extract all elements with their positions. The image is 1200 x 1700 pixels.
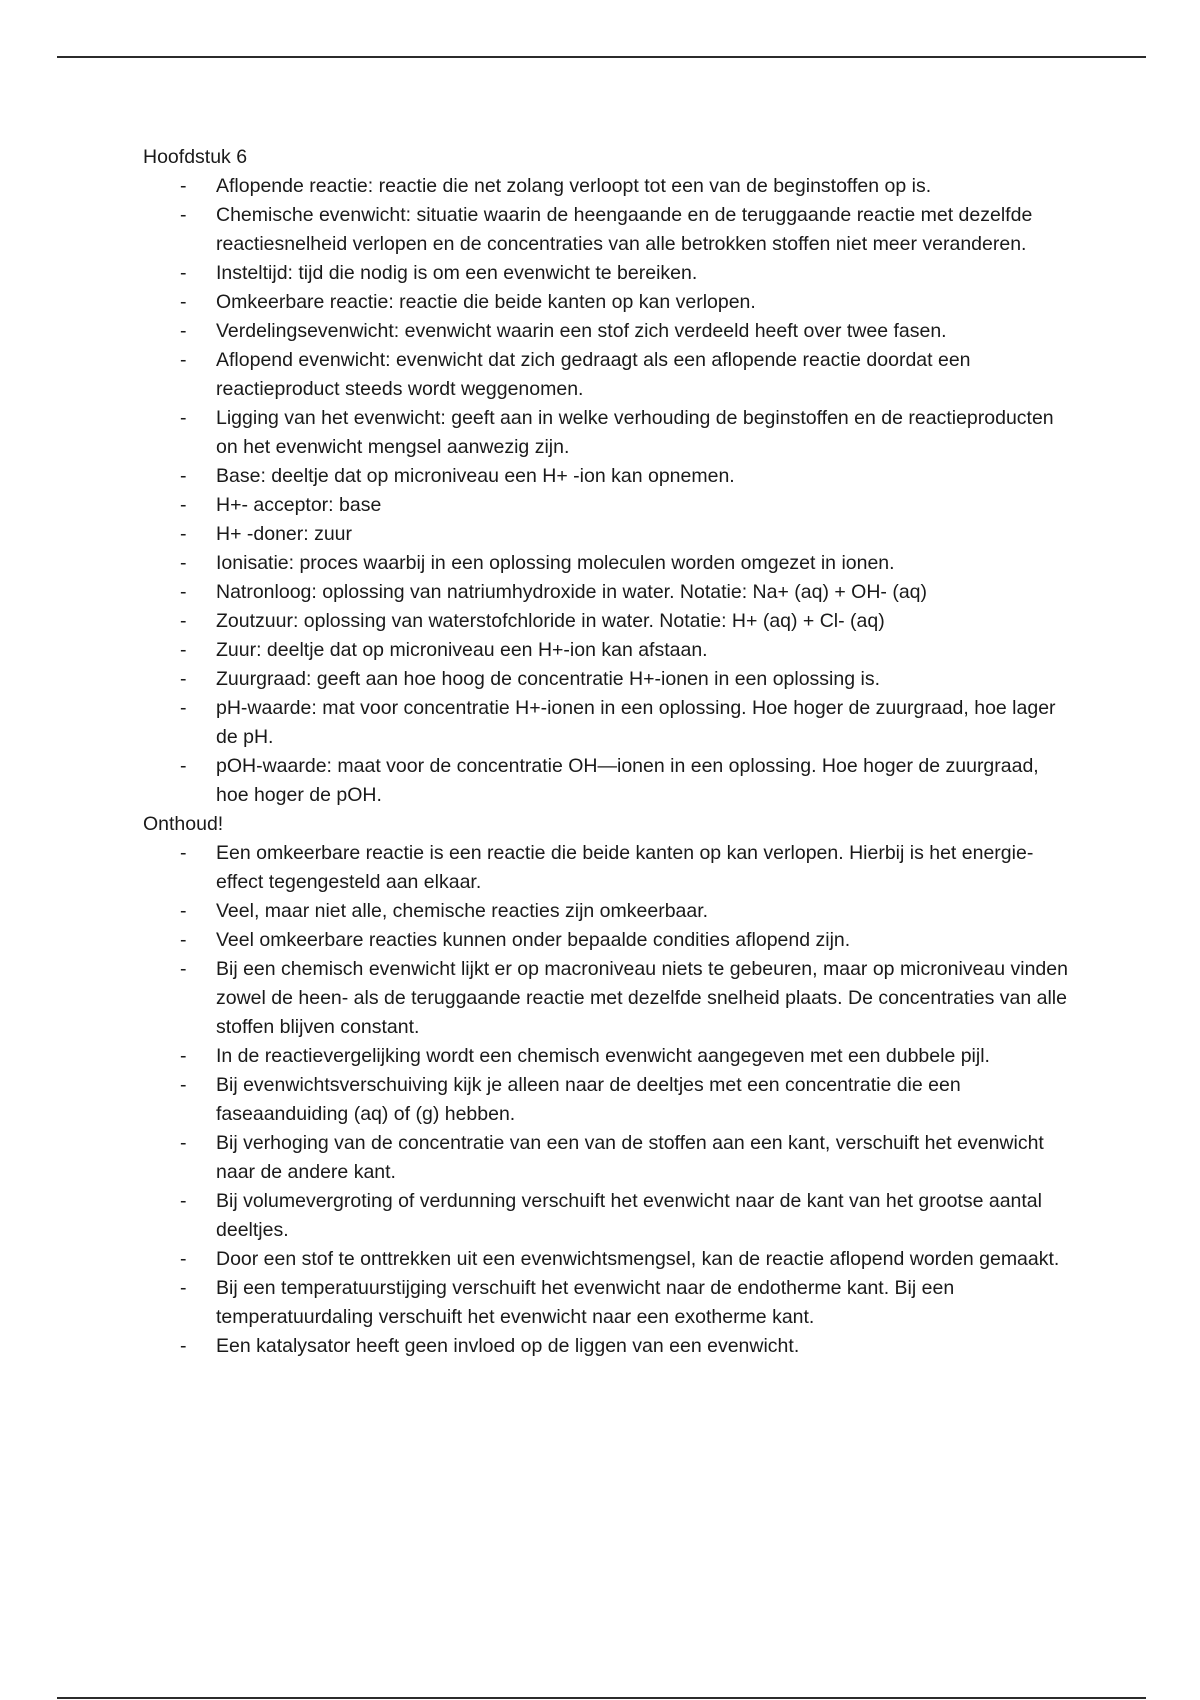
section-remember [143, 810, 1073, 1361]
list-item-text: In de reactievergelijking wordt een chemisch evenwicht aangegeven met een dubbele pijl. [216, 1045, 990, 1067]
definition-list [143, 172, 1073, 810]
bullet-dash: - [180, 465, 187, 487]
bullet-dash: - [180, 1045, 187, 1067]
section-heading: Onthoud! [143, 813, 224, 835]
remember-list [143, 839, 1073, 1361]
section-heading: Hoofdstuk 6 [143, 146, 248, 168]
bullet-dash: - [180, 320, 187, 342]
bullet-dash: - [180, 407, 187, 429]
list-item [143, 317, 1073, 346]
list-item-text: Een omkeerbare reactie is een reactie die beide kanten op kan verlopen. Hierbij is het energie-effect tegengesteld aan elkaar. [216, 842, 1034, 893]
list-item [143, 201, 1073, 259]
list-item [143, 665, 1073, 694]
bullet-dash: - [180, 291, 187, 313]
list-item [143, 839, 1073, 897]
footer-rule [57, 1697, 1146, 1699]
list-item-text: Chemische evenwicht: situatie waarin de heengaande en de teruggaande reactie met dezelfde reactiesnelheid verlopen en de concentraties van alle betrokken stoffen niet meer veranderen. [216, 204, 1033, 255]
bullet-dash: - [180, 639, 187, 661]
list-item-text: Bij verhoging van de concentratie van een van de stoffen aan een kant, verschuift het evenwicht naar de andere kant. [216, 1132, 1044, 1183]
list-item-text: Omkeerbare reactie: reactie die beide kanten op kan verlopen. [216, 291, 756, 313]
list-item [143, 259, 1073, 288]
bullet-dash: - [180, 958, 187, 980]
list-item [143, 1274, 1073, 1332]
list-item-text: Zuurgraad: geeft aan hoe hoog de concentratie H+-ionen in een oplossing is. [216, 668, 880, 690]
bullet-dash: - [180, 1248, 187, 1270]
list-item-text: Ligging van het evenwicht: geeft aan in welke verhouding de beginstoffen en de reactieproducten on het evenwicht mengsel aanwezig zijn. [216, 407, 1054, 458]
list-item-text: Bij evenwichtsverschuiving kijk je alleen naar de deeltjes met een concentratie die een faseaanduiding (aq) of (g) hebben. [216, 1074, 961, 1125]
bullet-dash: - [180, 552, 187, 574]
list-item-text: Veel omkeerbare reacties kunnen onder bepaalde condities aflopend zijn. [216, 929, 851, 951]
bullet-dash: - [180, 581, 187, 603]
list-item [143, 1129, 1073, 1187]
list-item [143, 404, 1073, 462]
list-item-text: Bij volumevergroting of verdunning verschuift het evenwicht naar de kant van het grootse aantal deeltjes. [216, 1190, 1042, 1241]
list-item-text: Een katalysator heeft geen invloed op de liggen van een evenwicht. [216, 1335, 800, 1357]
list-item [143, 549, 1073, 578]
list-item [143, 1332, 1073, 1361]
header-rule [57, 56, 1146, 58]
bullet-dash: - [180, 494, 187, 516]
list-item [143, 926, 1073, 955]
list-item-text: pOH-waarde: maat voor de concentratie OH—ionen in een oplossing. Hoe hoger de zuurgraad, hoe hoger de pOH. [216, 755, 1039, 806]
bullet-dash: - [180, 1132, 187, 1154]
list-item [143, 1042, 1073, 1071]
list-item [143, 1245, 1073, 1274]
bullet-dash: - [180, 697, 187, 719]
list-item-text: pH-waarde: mat voor concentratie H+-ionen in een oplossing. Hoe hoger de zuurgraad, hoe lager de pH. [216, 697, 1056, 748]
bullet-dash: - [180, 262, 187, 284]
bullet-dash: - [180, 523, 187, 545]
list-item-text: Natronloog: oplossing van natriumhydroxide in water. Notatie: Na+ (aq) + OH- (aq) [216, 581, 928, 603]
list-item [143, 578, 1073, 607]
list-item [143, 607, 1073, 636]
list-item [143, 636, 1073, 665]
list-item [143, 462, 1073, 491]
list-item [143, 288, 1073, 317]
list-item [143, 752, 1073, 810]
bullet-dash: - [180, 610, 187, 632]
list-item [143, 520, 1073, 549]
bullet-dash: - [180, 668, 187, 690]
list-item [143, 1187, 1073, 1245]
bullet-dash: - [180, 929, 187, 951]
bullet-dash: - [180, 175, 187, 197]
list-item [143, 955, 1073, 1042]
list-item-text: Aflopende reactie: reactie die net zolang verloopt tot een van de beginstoffen op is. [216, 175, 932, 197]
document-body [143, 143, 1073, 1361]
list-item-text: Verdelingsevenwicht: evenwicht waarin een stof zich verdeeld heeft over twee fasen. [216, 320, 947, 342]
list-item-text: Ionisatie: proces waarbij in een oplossing moleculen worden omgezet in ionen. [216, 552, 895, 574]
list-item-text: Veel, maar niet alle, chemische reacties zijn omkeerbaar. [216, 900, 709, 922]
section-definitions [143, 143, 1073, 810]
list-item-text: Zoutzuur: oplossing van waterstofchloride in water. Notatie: H+ (aq) + Cl- (aq) [216, 610, 885, 632]
bullet-dash: - [180, 1335, 187, 1357]
list-item [143, 491, 1073, 520]
list-item-text: Base: deeltje dat op microniveau een H+ -ion kan opnemen. [216, 465, 735, 487]
list-item-text: H+ -doner: zuur [216, 523, 353, 545]
bullet-dash: - [180, 204, 187, 226]
list-item-text: Bij een chemisch evenwicht lijkt er op macroniveau niets te gebeuren, maar op microniveau vinden zowel de heen- als de teruggaande reactie met dezelfde snelheid plaats. De concentraties van alle stoffen blijven constant. [216, 958, 1068, 1038]
list-item-text: Door een stof te onttrekken uit een evenwichtsmengsel, kan de reactie aflopend worden gemaakt. [216, 1248, 1060, 1270]
bullet-dash: - [180, 1074, 187, 1096]
list-item-text: Zuur: deeltje dat op microniveau een H+-ion kan afstaan. [216, 639, 708, 661]
bullet-dash: - [180, 842, 187, 864]
list-item [143, 346, 1073, 404]
list-item [143, 694, 1073, 752]
bullet-dash: - [180, 1277, 187, 1299]
bullet-dash: - [180, 900, 187, 922]
list-item [143, 172, 1073, 201]
list-item [143, 1071, 1073, 1129]
list-item-text: Insteltijd: tijd die nodig is om een evenwicht te bereiken. [216, 262, 698, 284]
list-item-text: Bij een temperatuurstijging verschuift het evenwicht naar de endotherme kant. Bij een temperatuurdaling verschuift het evenwicht naar een exotherme kant. [216, 1277, 955, 1328]
list-item-text: Aflopend evenwicht: evenwicht dat zich gedraagt als een aflopende reactie doordat een reactieproduct steeds wordt weggenomen. [216, 349, 971, 400]
list-item [143, 897, 1073, 926]
bullet-dash: - [180, 349, 187, 371]
bullet-dash: - [180, 1190, 187, 1212]
bullet-dash: - [180, 755, 187, 777]
list-item-text: H+- acceptor: base [216, 494, 382, 516]
